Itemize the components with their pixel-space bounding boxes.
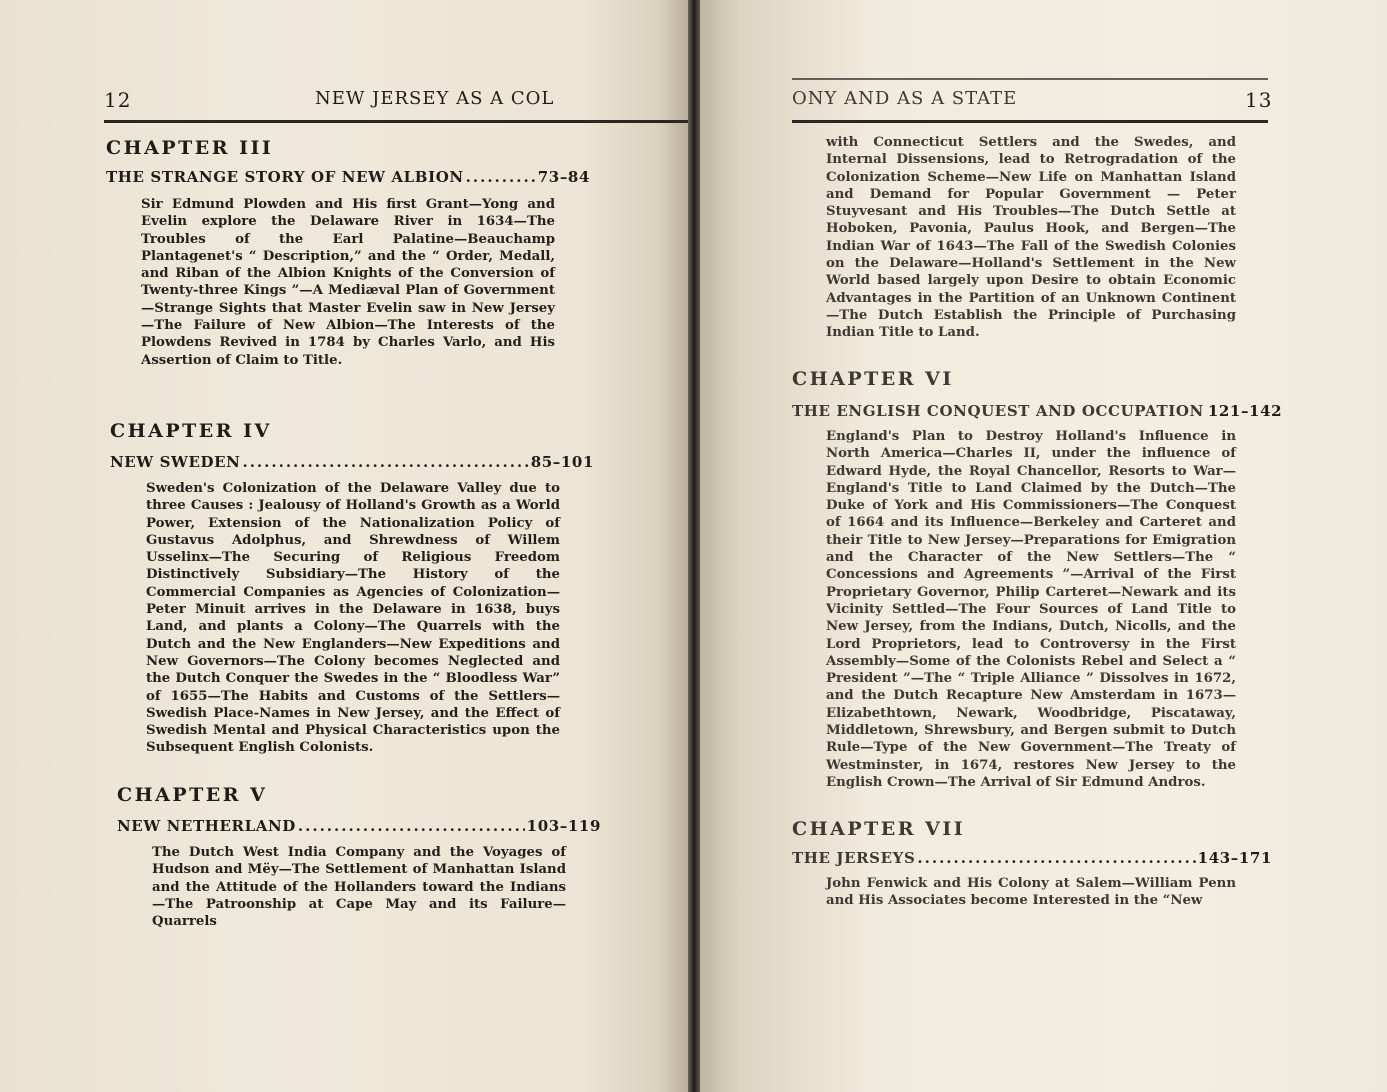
chapter-summary: The Dutch West India Company and the Voyages of Hudson and Mëy—The Settlement of Manhattan Island and the Attitude of the Hollanders toward the Indians—The Patroonship at Cape May and its Failure—Quarrels <box>152 845 566 930</box>
left-page <box>0 0 688 1092</box>
header-rule-right <box>792 120 1268 123</box>
leader-dots <box>242 453 528 471</box>
running-head-left: NEW JERSEY AS A COL <box>315 88 555 109</box>
toc-entry[interactable] <box>792 849 1272 867</box>
page-number-left: 12 <box>104 88 132 112</box>
entry-title: THE STRANGE STORY OF NEW ALBION <box>106 168 464 186</box>
chapter-summary: England's Plan to Destroy Holland's Influence in North America—Charles II, under the influence of Edward Hyde, the Royal Chancellor, Resorts to War—England's Title to Land Claimed by the Dutch—The Duke of York and His Commissioners—The Conquest of 1664 and its Influence—Berkeley and Carteret and their Title to New Jersey—Preparations for Emigration and the Character of the New Settlers—The “ Concessions and Agreements ”—Arrival of the First Proprietary Governor, Philip Carteret—Newark and its Vicinity Settled—The Four Sources of Land Title to New Jersey, from the Indians, Dutch, Nicolls, and the Lord Proprietors, lead to Controversy in the First Assembly—Some of the Colonists Rebel and Select a “ President ”—The “ Triple Alliance ” Dissolves in 1672, and the Dutch Recapture New Amsterdam in 1673—Elizabethtown, Newark, Woodbridge, Piscataway, Middletown, Shrewsbury, and Bergen submit to Dutch Rule—Type of the New Government—The Treaty of Westminster, in 1674, restores New Jersey to the English Crown—The Arrival of Sir Edmund Andros. <box>826 429 1236 790</box>
toc-entry[interactable] <box>117 817 601 835</box>
entry-title: NEW NETHERLAND <box>117 817 296 835</box>
chapter-summary-continued: with Connecticut Settlers and the Swedes, and Internal Dissensions, lead to Retrogradation of the Colonization Scheme—New Life on Manhattan Island and Demand for Popular Government — Peter Stuyvesant and His Troubles—The Dutch Settle at Hoboken, Pavonia, Paulus Hook, and Bergen—The Indian War of 1643—The Fall of the Swedish Colonies on the Delaware—Holland's Settlement in the New World based largely upon Desire to obtain Economic Advantages in the Partition of an Unknown Continent—The Dutch Establish the Principle of Purchasing Indian Title to Land. <box>826 135 1236 341</box>
right-page <box>700 0 1387 1092</box>
entry-title: THE ENGLISH CONQUEST AND OCCUPATION <box>792 402 1204 420</box>
toc-entry[interactable] <box>792 402 1283 420</box>
running-head-right: ONY AND AS A STATE <box>792 88 1018 109</box>
leader-dots <box>298 817 525 835</box>
toc-entry[interactable] <box>110 453 594 471</box>
header-rule-left <box>104 120 688 123</box>
leader-dots <box>466 168 536 186</box>
entry-title: NEW SWEDEN <box>110 453 241 471</box>
entry-pages: 143–171 <box>1197 849 1272 867</box>
chapter-summary: Sweden's Colonization of the Delaware Valley due to three Causes : Jealousy of Holland's Growth as a World Power, Extension of the Nationalization Policy of Gustavus Adolphus, and Shrewdness of Willem Usselinx—The Securing of Religious Freedom Distinctively Subsidiary—The History of the Commercial Companies as Agencies of Colonization—Peter Minuit arrives in the Delaware in 1638, buys Land, and plants a Colony—The Quarrels with the Dutch and the New Englanders—New Expeditions and New Governors—The Colony becomes Neglected and the Dutch Conquer the Swedes in the “ Bloodless War” of 1655—The Habits and Customs of the Settlers—Swedish Place-Names in New Jersey, and the Effect of Swedish Mental and Physical Characteristics upon the Subsequent English Colonists. <box>146 481 560 756</box>
chapter-heading: CHAPTER VII <box>792 818 966 840</box>
chapter-heading: CHAPTER III <box>106 137 274 159</box>
leader-dots <box>917 849 1195 867</box>
page-number-right: 13 <box>1245 88 1273 112</box>
top-rule-right <box>792 78 1268 80</box>
chapter-heading: CHAPTER VI <box>792 368 954 390</box>
book-gutter <box>688 0 700 1092</box>
chapter-heading: CHAPTER V <box>117 784 268 806</box>
chapter-summary: Sir Edmund Plowden and His first Grant—Yong and Evelin explore the Delaware River in 1634—The Troubles of the Earl Palatine—Beauchamp Plantagenet's “ Description,” and the “ Order, Medall, and Riban of the Albion Knights of the Conversion of Twenty-three Kings ”—A Mediæval Plan of Government—Strange Sights that Master Evelin saw in New Jersey—The Failure of New Albion—The Interests of the Plowdens Revived in 1784 by Charles Varlo, and His Assertion of Claim to Title. <box>141 197 555 368</box>
chapter-heading: CHAPTER IV <box>110 420 272 442</box>
entry-pages: 121–142 <box>1207 402 1283 420</box>
chapter-summary: John Fenwick and His Colony at Salem—William Penn and His Associates become Interested in the “New <box>826 876 1236 909</box>
entry-pages: 73–84 <box>537 168 590 186</box>
entry-pages: 85–101 <box>530 453 594 471</box>
entry-pages: 103–119 <box>526 817 601 835</box>
entry-title: THE JERSEYS <box>792 849 916 867</box>
toc-entry[interactable] <box>106 168 590 186</box>
